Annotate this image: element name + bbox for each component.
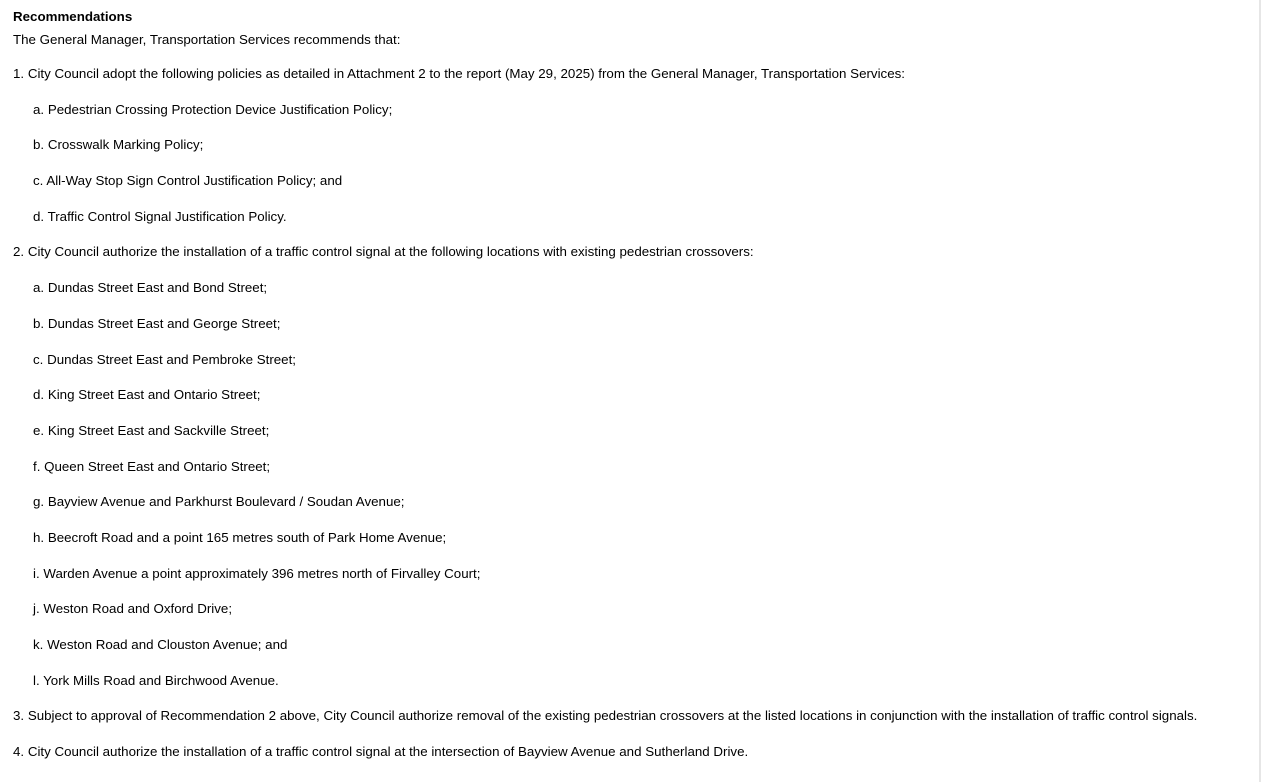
recommendation-item-2: 2. City Council authorize the installation of a traffic control signal at the following locations with existing pedestrian crossovers:	[13, 244, 754, 260]
vertical-divider	[1259, 0, 1261, 782]
recommendation-item-1c: c. All-Way Stop Sign Control Justification Policy; and	[33, 173, 343, 189]
recommendation-item-2c: c. Dundas Street East and Pembroke Street;	[33, 351, 296, 367]
recommendation-item-2d: d. King Street East and Ontario Street;	[33, 387, 261, 403]
intro-text: The General Manager, Transportation Services recommends that:	[13, 32, 401, 47]
recommendation-item-1: 1. City Council adopt the following policies as detailed in Attachment 2 to the report (May 29, 2025) from the General Manager, Transportation Services:	[13, 66, 905, 81]
recommendation-item-1a: a. Pedestrian Crossing Protection Device Justification Policy;	[33, 101, 393, 117]
recommendation-item-2e: e. King Street East and Sackville Street;	[33, 422, 270, 438]
recommendation-item-2g: g. Bayview Avenue and Parkhurst Boulevard / Soudan Avenue;	[33, 494, 405, 510]
recommendation-item-2h: h. Beecroft Road and a point 165 metres south of Park Home Avenue;	[33, 529, 447, 545]
recommendation-item-2f: f. Queen Street East and Ontario Street;	[33, 458, 271, 474]
recommendation-item-1d: d. Traffic Control Signal Justification Policy.	[33, 208, 287, 224]
recommendation-item-2j: j. Weston Road and Oxford Drive;	[33, 601, 233, 617]
recommendation-item-2k: k. Weston Road and Clouston Avenue; and	[33, 637, 288, 652]
recommendation-item-2i: i. Warden Avenue a point approximately 396 metres north of Firvalley Court;	[33, 565, 481, 581]
recommendation-item-2a: a. Dundas Street East and Bond Street;	[33, 280, 268, 296]
recommendation-item-1b: b. Crosswalk Marking Policy;	[33, 137, 204, 153]
recommendation-item-2b: b. Dundas Street East and George Street;	[33, 315, 281, 331]
recommendation-item-3: 3. Subject to approval of Recommendation 2 above, City Council authorize removal of the existing pedestrian crossovers at the listed locations in conjunction with the installation of traffic control signals.	[13, 708, 1198, 724]
section-heading: Recommendations	[13, 9, 133, 24]
recommendation-item-2l: l. York Mills Road and Birchwood Avenue.	[33, 672, 279, 688]
recommendation-item-4: 4. City Council authorize the installation of a traffic control signal at the intersection of Bayview Avenue and Sutherland Drive.	[13, 744, 749, 760]
